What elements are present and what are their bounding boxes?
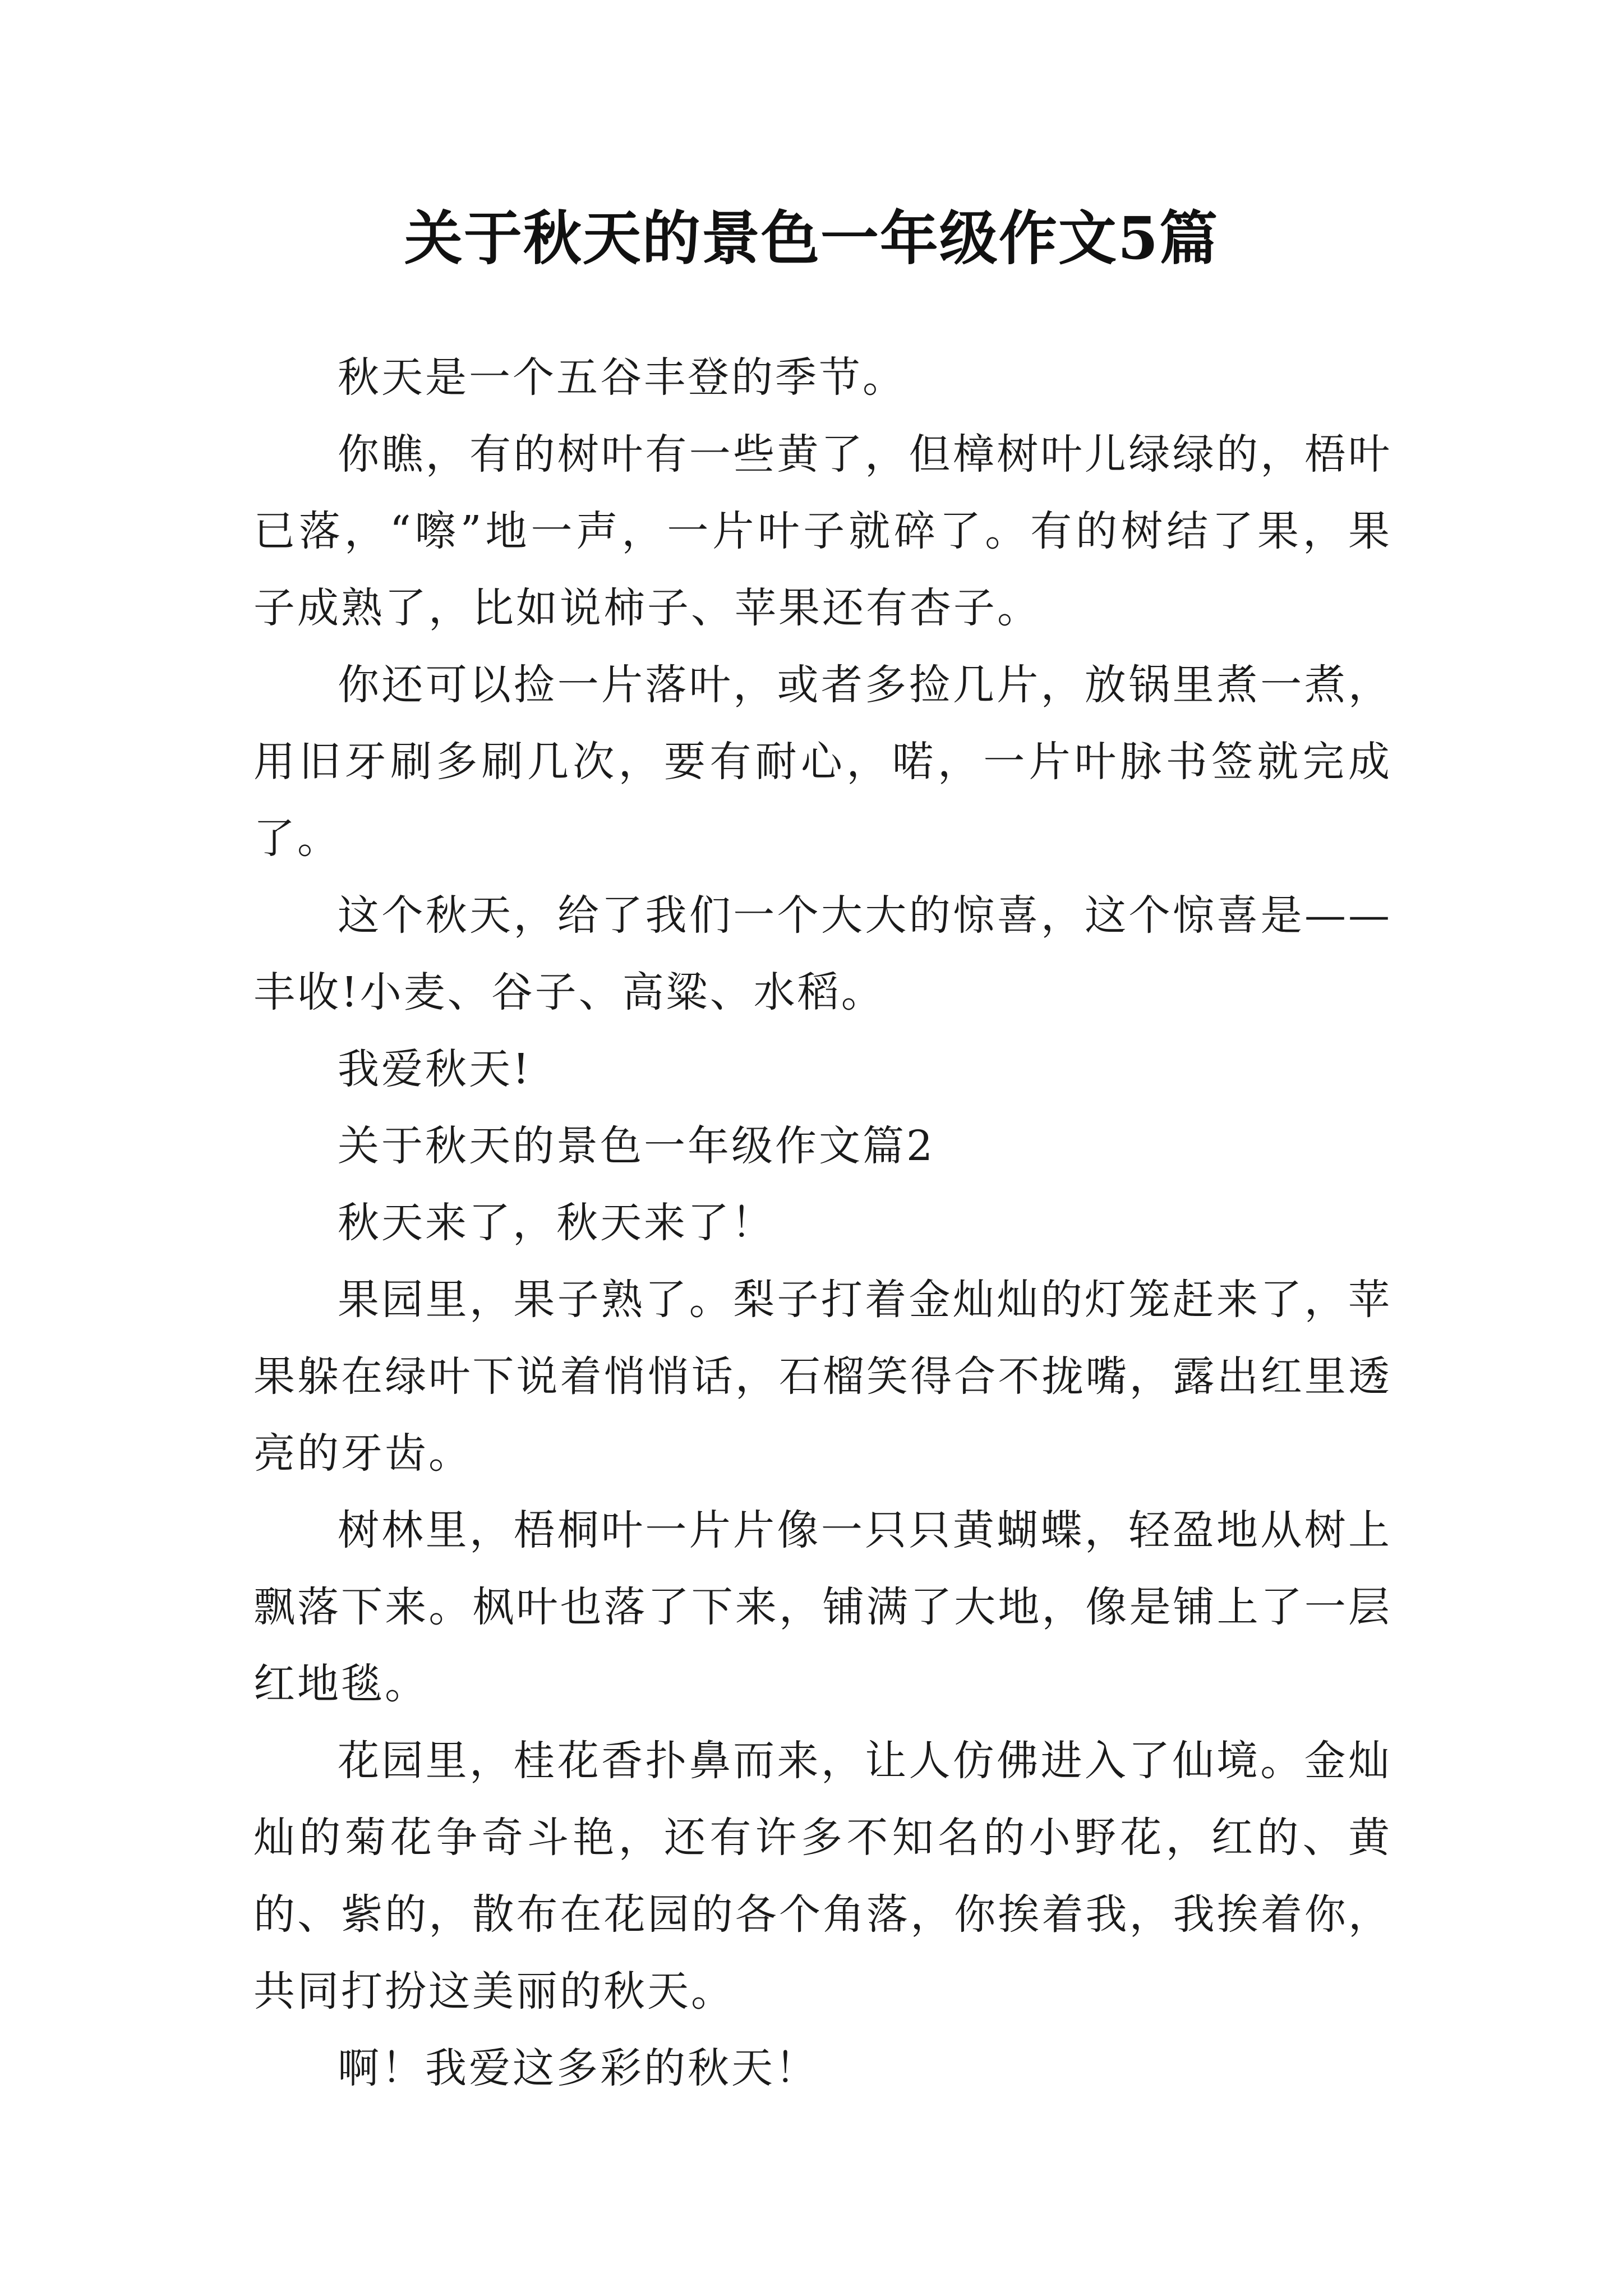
paragraph: 啊！我爱这多彩的秋天！ (338, 2044, 819, 2092)
document-title: 关于秋天的景色一年级作文5篇 (404, 204, 1219, 273)
paragraph: 你还可以捡一片落叶，或者多捡几片，放锅里煮一煮，用旧牙刷多刷几次，要有耐心，喏，一片叶脉书签就完成了。 (253, 661, 1392, 863)
paragraph: 果园里，果子熟了。梨子打着金灿灿的灯笼赶来了，苹果躲在绿叶下说着悄悄话，石榴笑得合不拢嘴，露出红里透亮的牙齿。 (253, 1276, 1392, 1478)
paragraph: 这个秋天，给了我们一个大大的惊喜，这个惊喜是——丰收!小麦、谷子、高粱、水稻。 (253, 891, 1392, 1016)
document-body (253, 339, 1392, 2107)
paragraph: 我爱秋天! (338, 1045, 532, 1093)
paragraph: 树林里，梧桐叶一片片像一只只黄蝴蝶，轻盈地从树上飘落下来。枫叶也落了下来，铺满了大地，像是铺上了一层红地毯。 (253, 1506, 1392, 1708)
section-heading: 关于秋天的景色一年级作文篇2 (338, 1122, 935, 1170)
paragraph: 你瞧，有的树叶有一些黄了，但樟树叶儿绿绿的，梧叶已落，“嚓”地一声，一片叶子就碎了。有的树结了果，果子成熟了，比如说柿子、苹果还有杏子。 (253, 430, 1392, 632)
paragraph: 秋天来了，秋天来了！ (338, 1199, 775, 1247)
paragraph: 秋天是一个五谷丰登的季节。 (338, 353, 906, 402)
paragraph: 花园里，桂花香扑鼻而来，让人仿佛进入了仙境。金灿灿的菊花争奇斗艳，还有许多不知名的小野花，红的、黄的、紫的，散布在花园的各个角落，你挨着我，我挨着你，共同打扮这美丽的秋天。 (253, 1737, 1392, 2016)
